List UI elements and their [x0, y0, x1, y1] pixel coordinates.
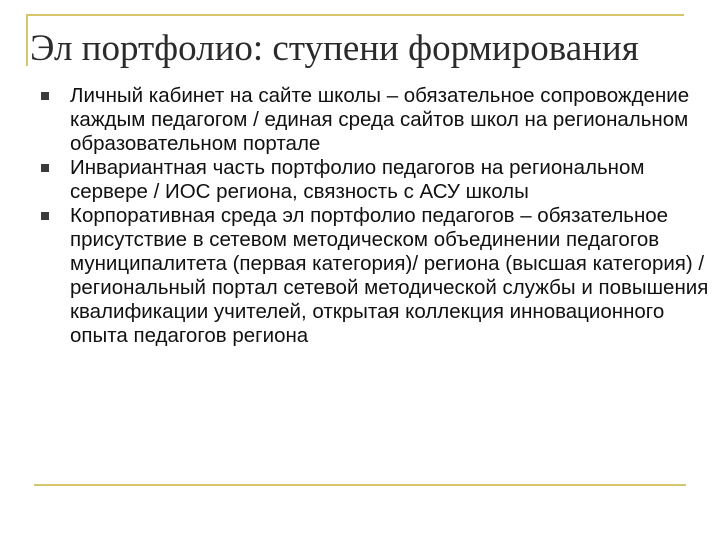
- square-bullet-icon: [41, 212, 49, 220]
- slide-title: Эл портфолио: ступени формирования: [30, 28, 639, 69]
- title-left-rule: [26, 14, 28, 66]
- bullet-item: [38, 204, 718, 348]
- square-bullet-icon: [41, 92, 49, 100]
- bullet-text: Корпоративная среда эл портфолио педагогов – обязательное присутствие в сетевом методическом объединении педагогов муниципалитета (первая категория)/ региона (высшая категория) / региональный портал сетевой методической службы и повышения квалификации учителей, открытая коллекция инновационного опыта педагогов региона: [70, 204, 709, 347]
- footer-rule: [34, 484, 686, 486]
- bullet-list: [38, 84, 718, 348]
- title-top-rule: [26, 14, 684, 16]
- bullet-text: Личный кабинет на сайте школы – обязательное сопровождение каждым педагогом / единая среда сайтов школ на региональном образовательном портале: [70, 84, 690, 155]
- bullet-item: [38, 156, 718, 204]
- bullet-item: [38, 84, 718, 156]
- square-bullet-icon: [41, 164, 49, 172]
- bullet-text: Инвариантная часть портфолио педагогов на региональном сервере / ИОС региона, связность с АСУ школы: [70, 156, 645, 203]
